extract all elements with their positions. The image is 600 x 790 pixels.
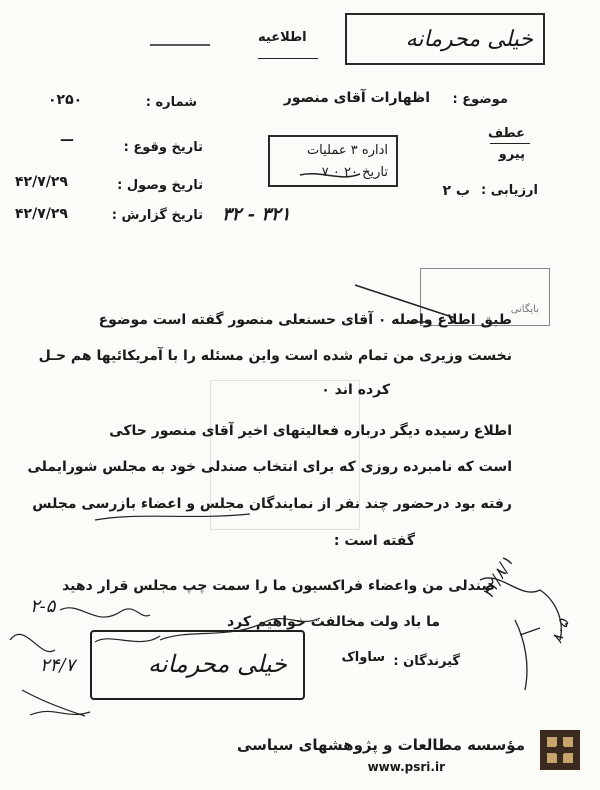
body-line-7: گفته است : [333,533,415,549]
handwritten-note-left-mid: ۲۴/۷ [40,655,76,676]
handwritten-code: ۳۲۱ - ۳۲ [222,204,291,225]
archive-stamp-text: بایگانی [510,304,539,315]
body-line-9: ما باد ولت مخالفت خواهیم کرد [226,614,440,630]
subject-value: اظهارات آقای منصور [283,90,430,106]
ref-sub-label: پیرو [498,147,525,162]
body-line-2: نخست وزیری من تمام شده است واین مسئله را با آمریکائیها هم حـل [38,348,512,364]
document-title: اطلاعیه [258,30,307,45]
footer-url: www.psri.ir [367,760,445,774]
number-value: ۰۲۵۰ [48,92,83,108]
ref-box-line1: اداره ۳ عملیات [306,143,388,158]
assessment-value: ب ۲ [442,183,470,199]
body-line-6: رفته بود درحضور چند نفر از نمایندگان مجلس و اعضاء بازرسی مجلس [32,496,512,512]
handwritten-note-left-top: ۲-۵ [30,596,56,617]
body-line-4: اطلاع رسیده دیگر درباره فعالیتهای اخیر آقای منصور حاکی [109,423,512,439]
report-date-value: ۴۲/۷/۲۹ [15,206,68,222]
recipients-value: ساواک [341,650,385,665]
recipients-label: گیرندگان : [393,654,460,669]
classification-text-top: خیلی محرمانه [405,27,533,52]
ref-box-line2: تاریخ ۲۰ ۰ ۷ [321,165,388,180]
institute-logo-icon [540,730,580,770]
event-date-label: تاریخ وقوع : [123,140,203,155]
event-date-value: — [60,132,75,148]
report-date-label: تاریخ گزارش : [111,208,203,223]
receipt-date-value: ۴۲/۷/۲۹ [15,174,68,190]
assessment-label: ارزیابی : [481,183,538,198]
body-line-5: است که نامبرده روزی که برای انتخاب صندلی خود به مجلس شورایملی [27,459,512,475]
body-line-1: طبق اطلاع واصله ۰ آقای حسنعلی منصور گفته است موضوع [98,312,512,328]
number-label: شماره : [145,95,197,110]
footer-org-name: مؤسسه مطالعات و پژوهشهای سیاسی [236,736,525,754]
handwritten-note-right-sub: ۸۰۵ [547,616,573,646]
subject-label: موضوع : [452,92,508,107]
body-line-8: صندلی من واعضاء فراکسیون ما را سمت چپ مجلس قرار دهید [62,578,495,594]
ref-label: عطف [487,126,525,141]
body-line-3: کرده اند ۰ [321,382,390,398]
handwritten-note-right: ۴۲/۸/۱ [478,552,518,602]
receipt-date-label: تاریخ وصول : [117,178,203,193]
classification-text-bottom: خیلی محرمانه [148,650,287,678]
